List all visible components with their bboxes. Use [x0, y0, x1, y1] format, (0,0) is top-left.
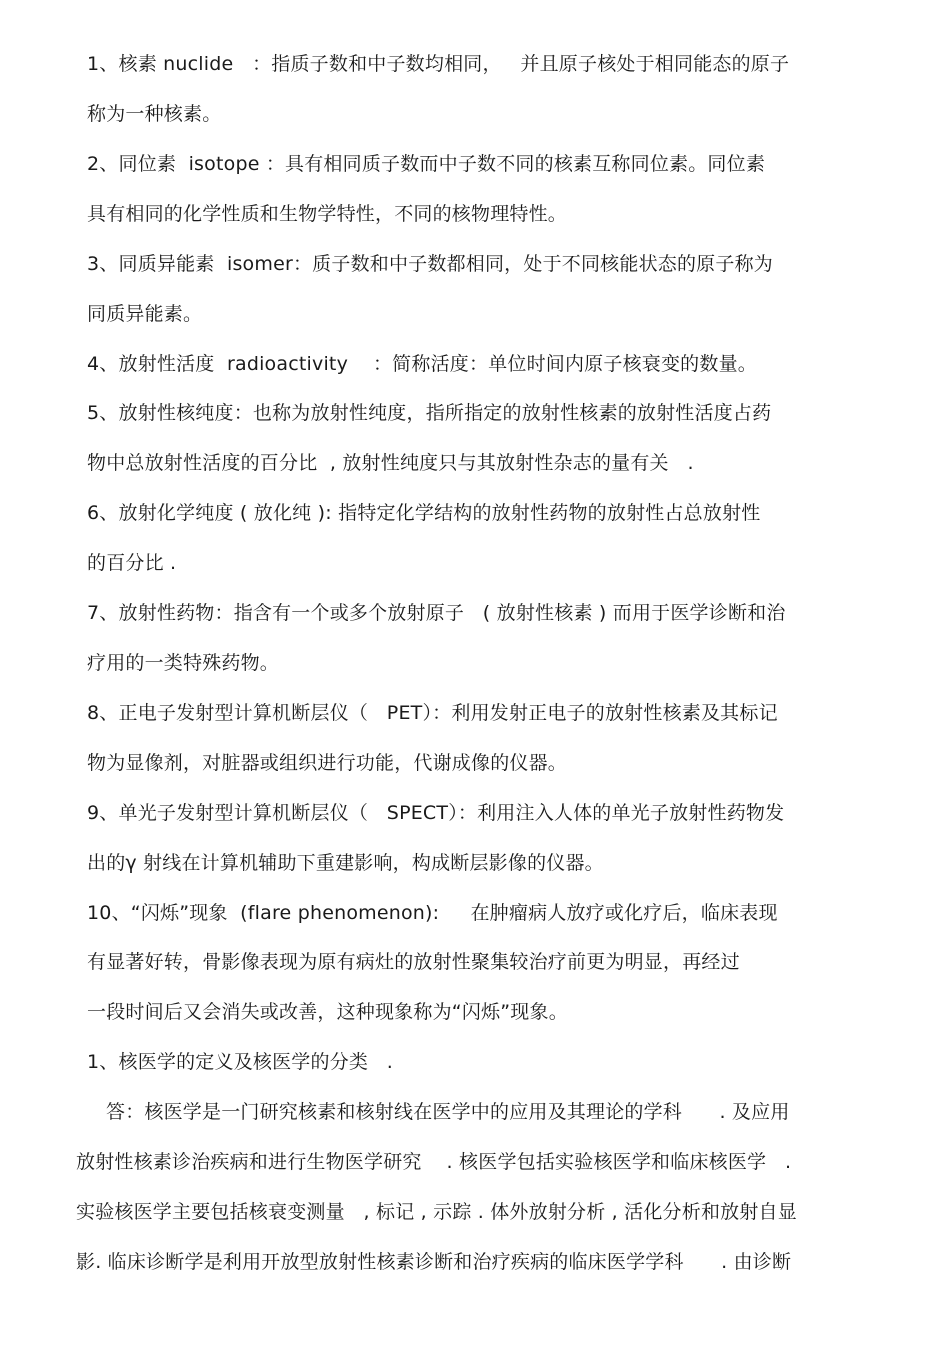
- answer-line: 放射性核素诊治疾病和进行生物医学研究 . 核医学包括实验核医学和临床核医学 .: [76, 1151, 792, 1173]
- text-line: 2、同位素 isotope ：具有相同质子数而中子数不同的核素互称同位素。同位素: [87, 153, 766, 175]
- text-line: 同质异能素。: [87, 303, 203, 325]
- text-line: 称为一种核素。: [87, 103, 222, 125]
- text-line: 有显著好转，骨影像表现为原有病灶的放射性聚集较治疗前更为明显，再经过: [87, 951, 740, 973]
- text-line: 具有相同的化学性质和生物学特性，不同的核物理特性。: [87, 203, 568, 225]
- text-line: 出的γ 射线在计算机辅助下重建影响，构成断层影像的仪器。: [87, 852, 604, 874]
- text-line: 的百分比 .: [87, 552, 177, 574]
- text-line: 1、核素 nuclide ：指质子数和中子数均相同， 并且原子核处于相同能态的原子: [87, 53, 790, 75]
- text-line: 8、正电子发射型计算机断层仪（ PET）：利用发射正电子的放射性核素及其标记: [87, 702, 778, 724]
- question-title-text: 1、核医学的定义及核医学的分类 .: [87, 1051, 394, 1073]
- text-line: 6、放射化学纯度 ( 放化纯 ): 指特定化学结构的放射性药物的放射性占总放射性: [87, 502, 761, 524]
- text-line: 物为显像剂，对脏器或组织进行功能，代谢成像的仪器。: [87, 752, 568, 774]
- text-line: 7、放射性药物：指含有一个或多个放射原子 ( 放射性核素 ) 而用于医学诊断和治: [87, 602, 786, 624]
- text-line: 5、放射性核纯度：也称为放射性纯度，指所指定的放射性核素的放射性活度占药: [87, 402, 772, 424]
- answer-line: 影. 临床诊断学是利用开放型放射性核素诊断和治疗疾病的临床医学学科 . 由诊断: [76, 1251, 792, 1273]
- text-line: 物中总放射性活度的百分比 , 放射性纯度只与其放射性杂志的量有关 .: [87, 452, 694, 474]
- text-line: 10、“闪烁”现象 (flare phenomenon): 在肿瘤病人放疗或化疗后，临床表现: [87, 902, 778, 924]
- text-line: 疗用的一类特殊药物。: [87, 652, 280, 674]
- text-line: 9、单光子发射型计算机断层仪（ SPECT）：利用注入人体的单光子放射性药物发: [87, 802, 785, 824]
- text-line: 4、放射性活度 radioactivity ：简称活度：单位时间内原子核衰变的数量。: [87, 353, 757, 375]
- text-line: 3、同质异能素 isomer：质子数和中子数都相同，处于不同核能状态的原子称为: [87, 253, 773, 275]
- text-line: 一段时间后又会消失或改善，这种现象称为“闪烁”现象。: [87, 1001, 568, 1023]
- answer-line: 答：核医学是一门研究核素和核射线在医学中的应用及其理论的学科 . 及应用: [106, 1101, 790, 1123]
- answer-line: 实验核医学主要包括核衰变测量 , 标记 , 示踪 . 体外放射分析 , 活化分析和放射自显: [76, 1201, 797, 1223]
